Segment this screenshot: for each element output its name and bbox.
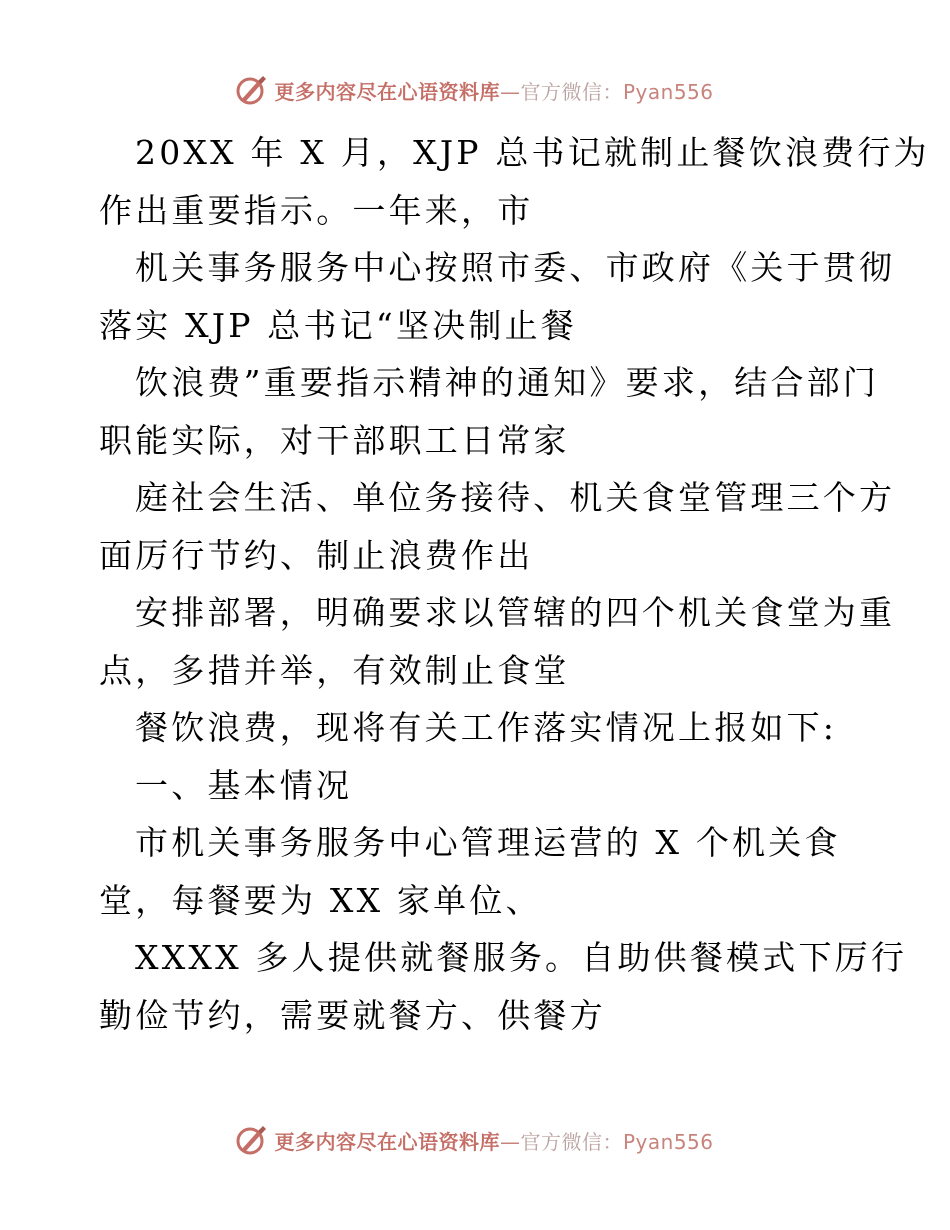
header-watermark — [0, 70, 950, 110]
text-line: 餐饮浪费，现将有关工作落实情况上报如下: — [135, 708, 838, 747]
text-line: 作出重要指示。一年来，市 — [99, 190, 534, 230]
document-body — [99, 124, 930, 1044]
pen-logo-icon — [234, 1123, 268, 1157]
text-line: XXXX 多人提供就餐服务。自助供餐模式下厉行 — [135, 938, 908, 977]
text-line: 职能实际，对干部职工日常家 — [99, 420, 570, 460]
section-heading: 一、基本情况 — [135, 765, 353, 805]
watermark-text: 更多内容尽在心语资料库—官方微信：Pyan556 — [274, 1129, 714, 1154]
text-line: 饮浪费”重要指示精神的通知》要求，结合部门 — [135, 363, 880, 402]
pen-logo-icon — [234, 73, 268, 107]
text-line: 堂，每餐要为 XX 家单位、 — [99, 880, 542, 920]
text-line: 机关事务服务中心按照市委、市政府《关于贯彻 — [135, 248, 896, 287]
text-line: 庭社会生活、单位务接待、机关食堂管理三个方 — [135, 478, 896, 517]
text-line: 面厉行节约、制止浪费作出 — [99, 535, 534, 575]
text-line: 安排部署，明确要求以管辖的四个机关食堂为重 — [135, 593, 896, 632]
text-line: 20XX 年 X 月，XJP 总书记就制止餐饮浪费行为 — [135, 133, 930, 172]
footer-watermark — [0, 1120, 950, 1160]
text-line: 勤俭节约，需要就餐方、供餐方 — [99, 995, 606, 1035]
text-line: 市机关事务服务中心管理运营的 X 个机关食 — [135, 823, 841, 862]
text-line: 落实 XJP 总书记“坚决制止餐 — [99, 305, 577, 345]
watermark-text: 更多内容尽在心语资料库—官方微信：Pyan556 — [274, 79, 714, 104]
text-line: 点，多措并举，有效制止食堂 — [99, 650, 570, 690]
